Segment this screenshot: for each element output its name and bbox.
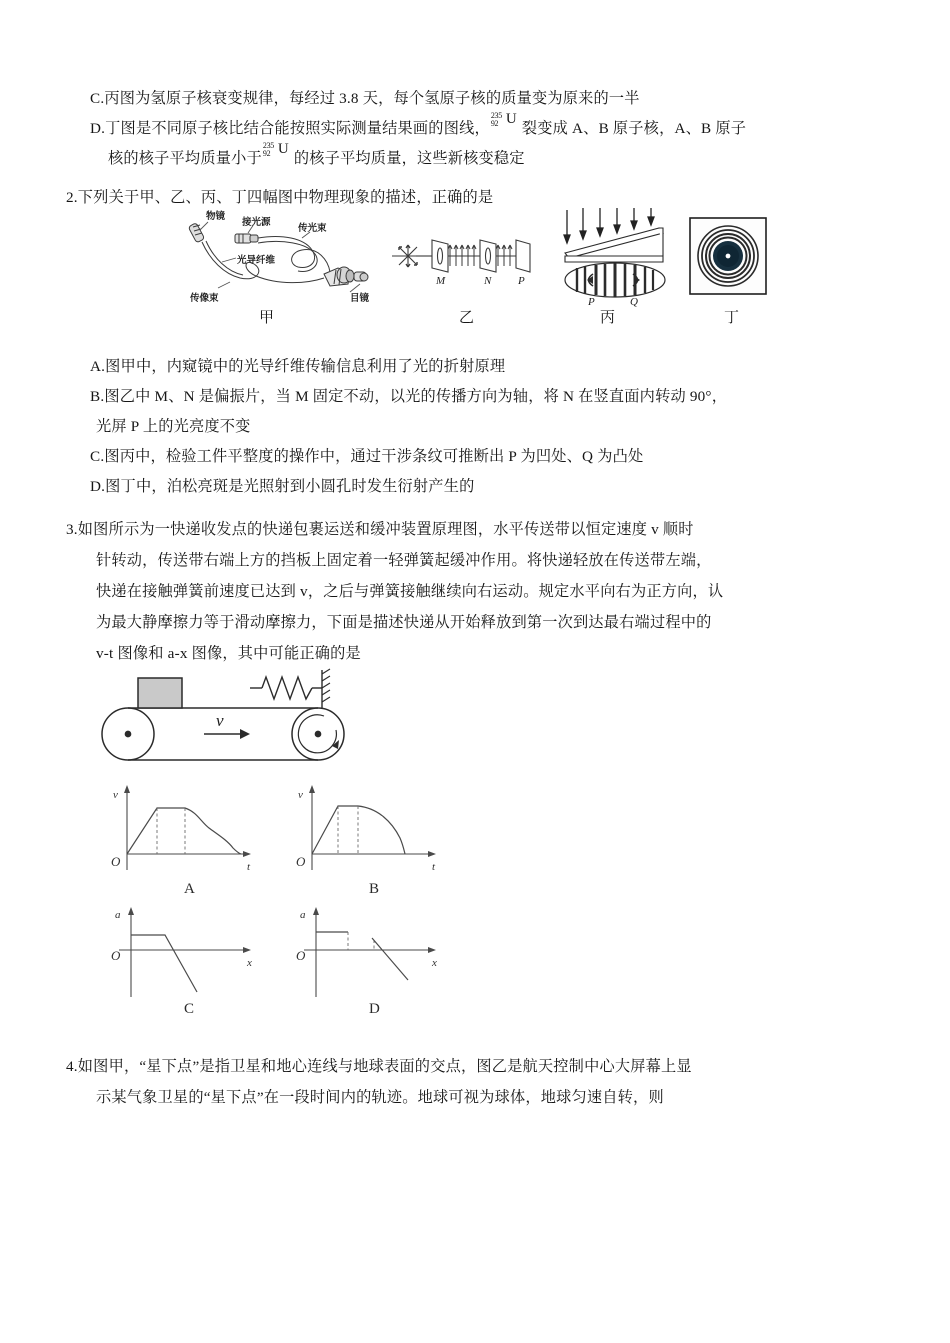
graph-d-ax	[290, 902, 450, 1007]
q2-option-a: A.图甲中，内窥镜中的光导纤维传输信息利用了光的折射原理	[90, 358, 506, 375]
caption-jia: 甲	[259, 310, 275, 326]
q2-option-b-line1: B.图乙中 M、N 是偏振片，当 M 固定不动，以光的传播方向为轴，将 N 在竖直面内转动 90°，	[90, 388, 728, 405]
q2-option-d: D.图丁中，泊松亮斑是光照射到小圆孔时发生衍射产生的	[90, 478, 475, 495]
nuclide-u235-2	[262, 141, 293, 163]
q3-stem-line-4: 为最大静摩擦力等于滑动摩擦力，下面是描述快递从开始释放到第一次到达最右端过程中的	[96, 614, 712, 631]
nuclide-atomic-number: 92	[490, 119, 499, 128]
caption-yi: 乙	[459, 310, 475, 326]
graph-c-origin: O	[111, 948, 121, 963]
graph-b-vt	[290, 782, 450, 882]
graph-c-xlabel: x	[247, 957, 252, 969]
label-objective-lens: 物镜	[206, 211, 226, 222]
graph-a-label: A	[184, 881, 195, 897]
graph-b-origin: O	[296, 854, 306, 869]
q1-option-d-line1	[90, 111, 747, 144]
q3-stem-line-3: 快递在接触弹簧前速度已达到 v，之后与弹簧接触继续向右运动。规定水平向右为正方向，认	[96, 583, 724, 600]
graph-d-ylabel: a	[300, 909, 306, 921]
q3-stem-line-5: v-t 图像和 a-x 图像，其中可能正确的是	[96, 645, 361, 662]
nuclide-element: U	[277, 141, 289, 157]
label-Q-bing: Q	[630, 296, 638, 308]
q2-option-c: C.图丙中，检验工件平整度的操作中，通过干涉条纹可推断出 P 为凹处、Q 为凸处	[90, 448, 644, 465]
belt-velocity-label: v	[216, 711, 224, 730]
figure-conveyor-belt	[100, 668, 350, 772]
nuclide-u235-1	[490, 111, 521, 133]
graph-a-xlabel: t	[247, 861, 251, 873]
graph-a-ylabel: v	[113, 789, 118, 801]
nuclide-element: U	[505, 111, 517, 127]
graph-a-origin: O	[111, 854, 121, 869]
caption-ding: 丁	[724, 310, 740, 326]
graph-d-xlabel: x	[432, 957, 437, 969]
q1-option-d-text3: 核的核子平均质量小于	[108, 150, 262, 167]
figure-jia-endoscope	[178, 212, 378, 304]
q3-stem-line-2: 针转动，传送带右端上方的挡板上固定着一轻弹簧起缓冲作用。将快递轻放在传送带左端，	[96, 552, 712, 569]
q1-option-d-text4: 的核子平均质量，这些新核变稳定	[293, 150, 525, 167]
graph-b-label: B	[369, 881, 380, 897]
q4-stem-line-1: 4.如图甲，“星下点”是指卫星和地心连线与地球表面的交点，图乙是航天控制中心大屏幕上显	[66, 1058, 692, 1075]
figure-bing-interference	[563, 206, 673, 306]
label-optical-fiber: 光导纤维	[237, 255, 276, 266]
q1-option-d-text1: D.丁图是不同原子核比结合能按照实际测量结果画的图线，	[90, 120, 490, 137]
label-P: P	[518, 275, 525, 287]
graph-d-origin: O	[296, 948, 306, 963]
graph-a-vt	[105, 782, 265, 882]
label-light-bundle: 传光束	[298, 223, 327, 234]
label-eyepiece: 目镜	[350, 293, 370, 304]
q2-option-b-line2: 光屏 P 上的光亮度不变	[96, 418, 251, 435]
nuclide-mass-number: 235	[262, 141, 274, 150]
label-light-source: 接光源	[242, 217, 271, 228]
nuclide-atomic-number: 92	[262, 149, 271, 158]
caption-bing: 丙	[600, 310, 616, 326]
nuclide-mass-number: 235	[490, 111, 502, 120]
q3-stem-line-1: 3.如图所示为一快递收发点的快递包裹运送和缓冲装置原理图，水平传送带以恒定速度 v 顺时	[66, 521, 694, 538]
graph-b-xlabel: t	[432, 861, 436, 873]
q2-stem: 2.下列关于甲、乙、丙、丁四幅图中物理现象的描述，正确的是	[66, 189, 494, 206]
label-M: M	[436, 275, 446, 287]
graph-c-ax	[105, 902, 265, 1007]
q1-option-c: C.丙图为氢原子核衰变规律，每经过 3.8 天，每个氢原子核的质量变为原来的一半	[90, 90, 640, 107]
figure-ding-poisson-spot	[688, 216, 768, 296]
figure-yi-polarization	[392, 228, 542, 288]
q1-option-d-line2	[108, 141, 525, 174]
q1-option-d-text2: 裂变成 A、B 原子核，A、B 原子	[521, 120, 747, 137]
q4-stem-line-2: 示某气象卫星的“星下点”在一段时间内的轨迹。地球可视为球体，地球匀速自转，则	[96, 1089, 664, 1106]
graph-c-ylabel: a	[115, 909, 121, 921]
label-P-bing: P	[588, 296, 595, 308]
graph-c-label: C	[184, 1001, 195, 1017]
label-image-bundle: 传像束	[190, 293, 219, 304]
label-N: N	[484, 275, 492, 287]
graph-d-label: D	[369, 1001, 380, 1017]
graph-b-ylabel: v	[298, 789, 303, 801]
